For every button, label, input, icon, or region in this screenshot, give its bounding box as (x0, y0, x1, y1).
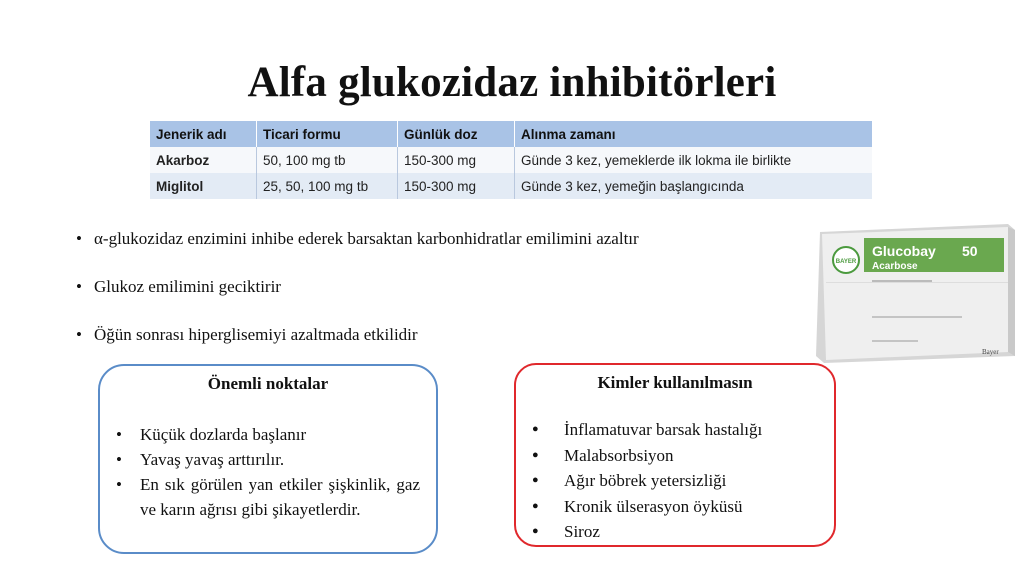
main-bullet-list (68, 226, 639, 370)
contraindications-list (516, 417, 834, 545)
contraindications-box (514, 363, 836, 547)
header-intake-time: Alınma zamanı (515, 121, 873, 147)
list-item: • Küçük dozlarda başlanır (100, 422, 436, 447)
table-header-row (150, 121, 872, 147)
table-row (150, 173, 872, 199)
cell-intake-time: Günde 3 kez, yemeklerde ilk lokma ile birlikte (515, 147, 873, 173)
header-trade-form: Ticari formu (257, 121, 398, 147)
contraindications-title: Kimler kullanılmasın (597, 373, 753, 392)
important-points-title: Önemli noktalar (207, 374, 329, 393)
header-daily-dose: Günlük doz (398, 121, 515, 147)
important-points-list (100, 422, 436, 522)
list-item: ● Siroz (516, 519, 834, 545)
list-item: • En sık görülen yan etkiler şişkinlik, gaz ve karın ağrısı gibi şikayetlerdir. (100, 472, 436, 522)
slide-title: Alfa glukozidaz inhibitörleri (247, 59, 777, 106)
list-item: • Öğün sonrası hiperglisemiyi azaltmada etkilidir (68, 322, 639, 348)
list-item: • Yavaş yavaş arttırılır. (100, 447, 436, 472)
cell-trade-form: 25, 50, 100 mg tb (257, 173, 398, 199)
list-item: ● Malabsorbsiyon (516, 443, 834, 469)
list-item: • α-glukozidaz enzimini inhibe ederek barsaktan karbonhidratlar emilimini azaltır (68, 226, 639, 252)
bayer-logo-text: BAYER (835, 259, 857, 265)
cell-daily-dose: 150-300 mg (398, 147, 515, 173)
list-item: ● Ağır böbrek yetersizliği (516, 468, 834, 494)
cell-trade-form: 50, 100 mg tb (257, 147, 398, 173)
generic-name: Acarbose (872, 261, 918, 272)
list-item: ● İnflamatuvar barsak hastalığı (516, 417, 834, 443)
list-item: ● Kronik ülserasyon öyküsü (516, 494, 834, 520)
glucobay-package-image (812, 222, 1017, 364)
cell-generic-name: Akarboz (150, 147, 257, 173)
cell-intake-time: Günde 3 kez, yemeğin başlangıcında (515, 173, 873, 199)
table-row (150, 147, 872, 173)
drug-table (150, 121, 872, 199)
brand-strength: 50 (962, 243, 978, 259)
maker-name: Bayer (982, 348, 999, 356)
important-points-box (98, 364, 438, 554)
list-item: • Glukoz emilimini geciktirir (68, 274, 639, 300)
brand-name: Glucobay (872, 243, 936, 259)
cell-generic-name: Miglitol (150, 173, 257, 199)
cell-daily-dose: 150-300 mg (398, 173, 515, 199)
header-generic-name: Jenerik adı (150, 121, 257, 147)
